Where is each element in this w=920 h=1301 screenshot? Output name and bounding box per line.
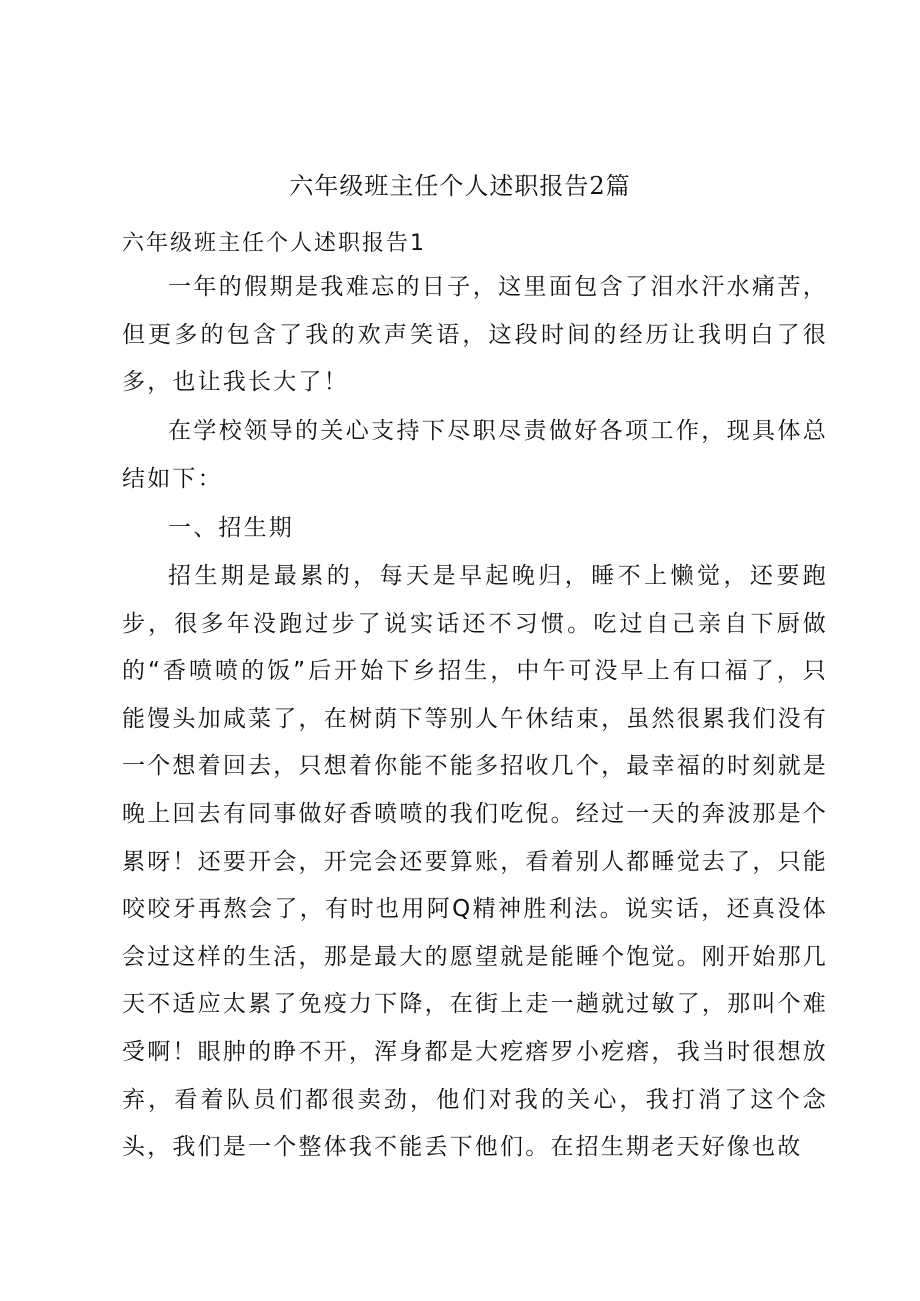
section-title: 六年级班主任个人述职报告1 [122,231,426,256]
paragraph-summary: 在学校领导的关心支持下尽职尽责做好各项工作，现具体总结如下： [122,418,828,492]
document-title: 六年级班主任个人述职报告2篇 [289,172,631,200]
paragraph-intro: 一年的假期是我难忘的日子，这里面包含了泪水汗水痛苦，但更多的包含了我的欢声笑语，这段时间的经历让我明白了很多，也让我长大了！ [122,274,828,396]
paragraph-enrollment: 招生期是最累的，每天是早起晚归，睡不上懒觉，还要跑步，很多年没跑过步了说实话还不习惯。吃过自己亲自下厨做的“香喷喷的饭”后开始下乡招生，中午可没早上有口福了，只能馒头加咸菜了，在树荫下等别人午休结束，虽然很累我们没有一个想着回去，只想着你能不能多招收几个，最幸福的时刻就是晚上回去有同事做好香喷喷的我们吃倪。经过一天的奔波那是个累呀！还要开会，开完会还要算账，看着别人都睡觉去了，只能咬咬牙再熬会了，有时也用阿Q精神胜利法。说实话，还真没体会过这样的生活，那是最大的愿望就是能睡个饱觉。刚开始那几天不适应太累了免疫力下降，在街上走一趟就过敏了，那叫个难受啊！眼肿的睁不开，浑身都是大疙瘩罗小疙瘩，我当时很想放弃，看着队员们都很卖劲，他们对我的关心，我打消了这个念头，我们是一个整体我不能丢下他们。在招生期老天好像也故 [122,563,828,1161]
subheading-enrollment: 一、招生期 [168,515,294,541]
